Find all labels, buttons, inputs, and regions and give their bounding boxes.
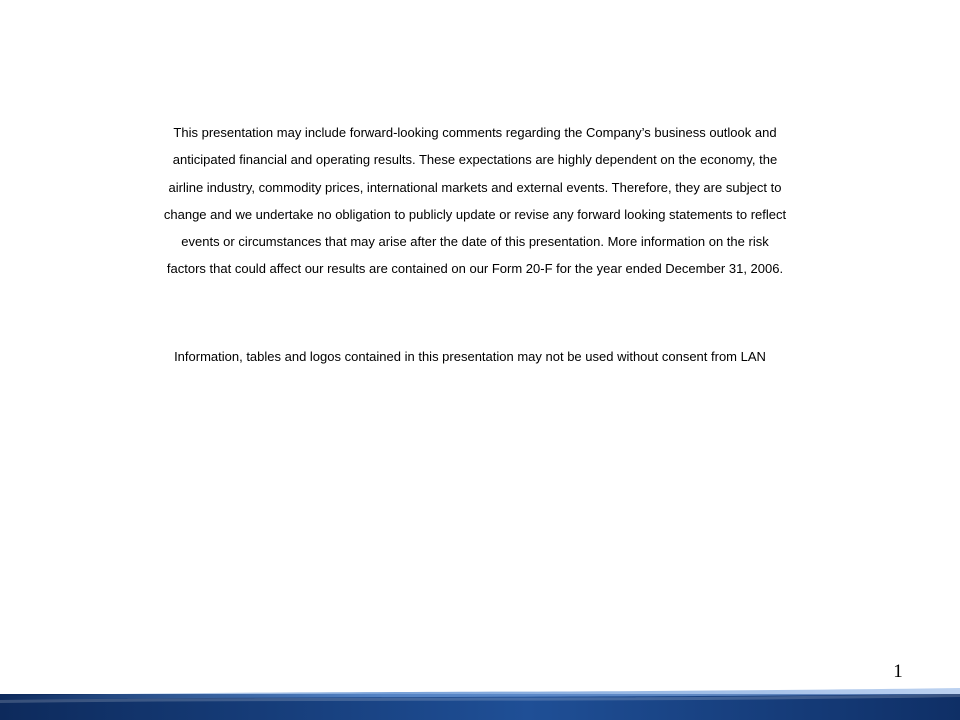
disclaimer-line: airline industry, commodity prices, international markets and external events. Therefore, they are subject to bbox=[168, 179, 782, 195]
forward-looking-disclaimer bbox=[110, 119, 840, 283]
footer-band bbox=[0, 688, 960, 720]
page-number: 1 bbox=[893, 661, 903, 682]
disclaimer-line: anticipated financial and operating results. These expectations are highly dependent on the economy, the bbox=[172, 152, 778, 168]
disclaimer-line: This presentation may include forward-looking comments regarding the Company’s business outlook and bbox=[173, 125, 777, 140]
disclaimer-line: change and we undertake no obligation to publicly update or revise any forward looking statements to reflect bbox=[163, 206, 787, 222]
disclaimer-line: factors that could affect our results are contained on our Form 20-F for the year ended December 31, 2006. bbox=[166, 261, 784, 277]
consent-notice: Information, tables and logos contained in this presentation may not be used without consent from LAN bbox=[174, 349, 766, 364]
disclaimer-line: events or circumstances that may arise after the date of this presentation. More information on the risk bbox=[181, 234, 769, 250]
footer-band-graphic bbox=[0, 688, 960, 720]
